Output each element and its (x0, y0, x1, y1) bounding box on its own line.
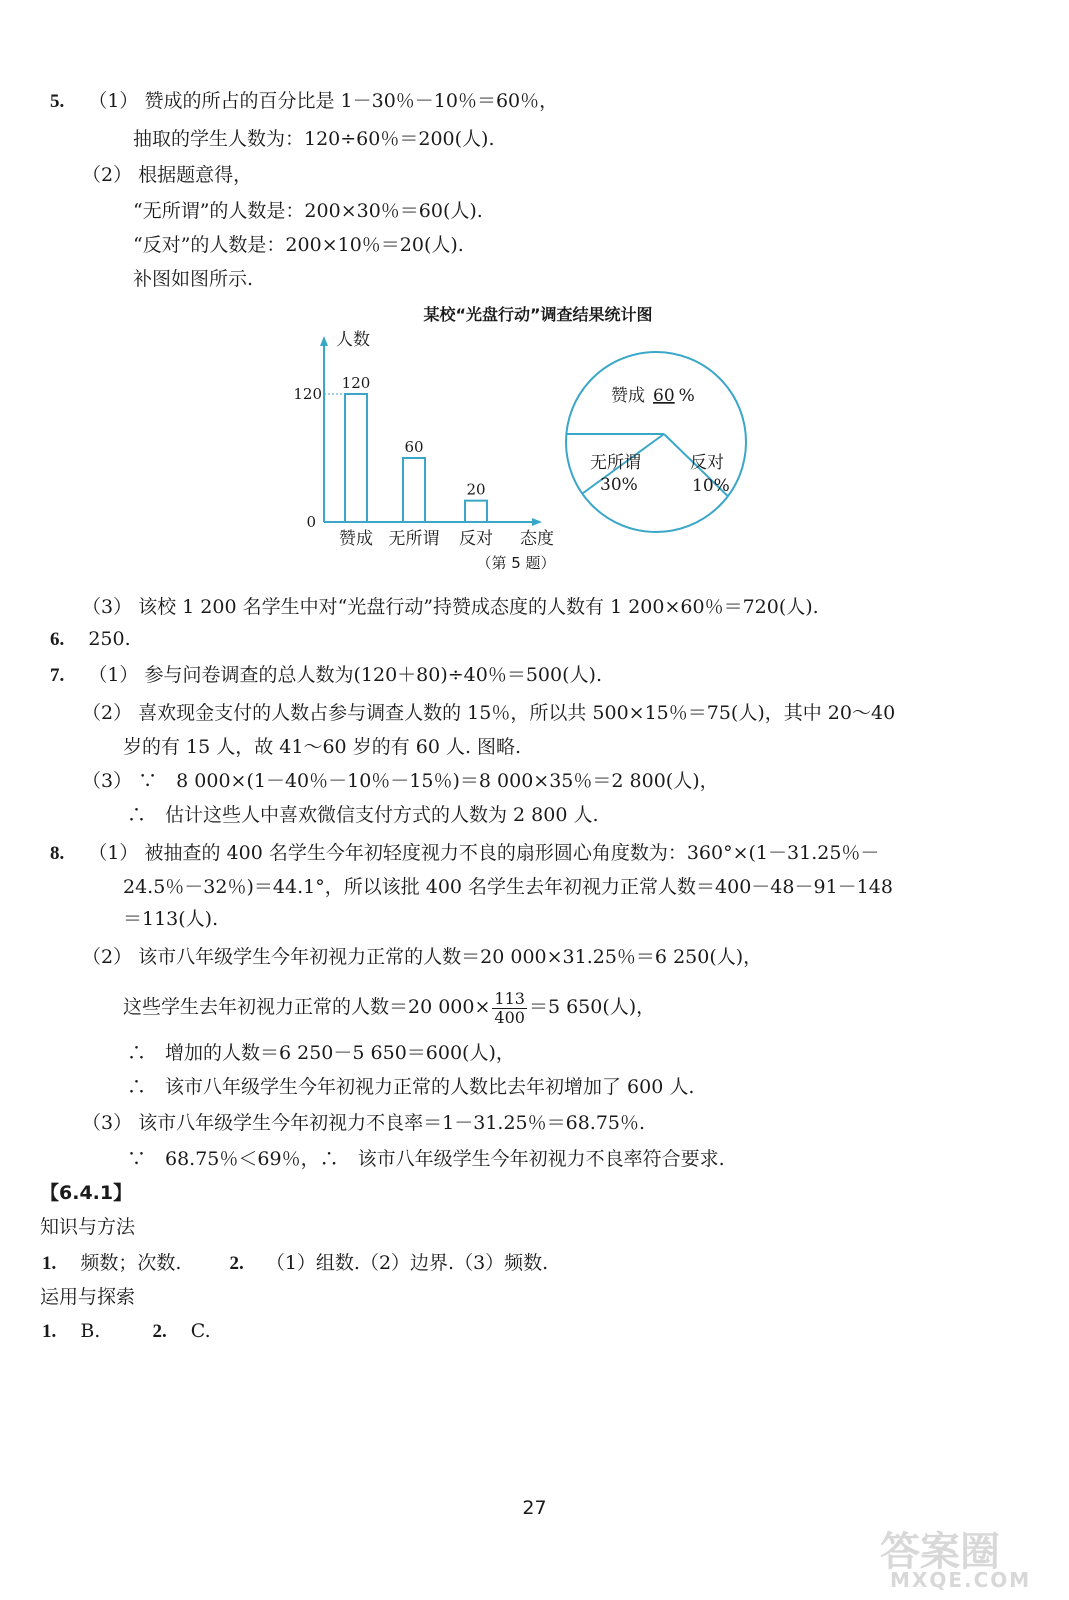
chart-title: 某校“光盘行动”调查结果统计图 (423, 305, 653, 324)
q5-part2-line3: “反对”的人数是：200×10％＝20(人). (133, 234, 464, 256)
x-axis-arrow (532, 518, 542, 526)
q8-part1-line3: ＝113(人). (123, 908, 219, 930)
q8-part2-line4: ∴ 该市八年级学生今年初视力正常的人数比去年初增加了 600 人. (127, 1076, 695, 1098)
q8-part3-line1: （3） 该市八年级学生今年初视力不良率＝1－31.25％＝68.75％. (82, 1112, 646, 1134)
pie-outline (566, 352, 746, 532)
pie-value-indifferent: 30% (600, 475, 638, 495)
category-label: 反对 (459, 529, 493, 549)
fraction: $\frac{113}{400}$ (494, 988, 525, 1027)
bar-value-label: 120 (341, 374, 371, 392)
q7-part3-line2: ∴ 估计这些人中喜欢微信支付方式的人数为 2 800 人. (127, 804, 599, 826)
q5-part2-line4: 补图如图所示. (133, 268, 254, 290)
q5-part2-line1: （2） 根据题意得， (82, 164, 253, 186)
bar-value-label: 60 (404, 438, 424, 456)
q5-part3: （3） 该校 1 200 名学生中对“光盘行动”持赞成态度的人数有 1 200×60％＝720(人). (82, 596, 819, 618)
q6-answer: 6. 250. (50, 628, 131, 650)
bar-value-label: 20 (466, 480, 486, 499)
section-heading: 【6.4.1】 (40, 1182, 133, 1204)
figure-caption: （第 5 题） (476, 554, 556, 572)
subsection-application: 运用与探索 (40, 1286, 136, 1308)
q7-part2-line1: （2） 喜欢现金支付的人数占参与调查人数的 15％，所以共 500×15％＝75(人)，其中 20～40 (82, 702, 896, 724)
q8-part3-line2: ∵ 68.75％＜69％，∴ 该市八年级学生今年初视力不良率符合要求. (127, 1148, 725, 1170)
application-answers: 1. B. 2. C. (42, 1320, 211, 1342)
pie-label-indifferent: 无所谓 (590, 453, 641, 473)
pie-label-approve: 赞成 60 % (611, 386, 695, 406)
bar-0 (345, 394, 367, 522)
category-label: 无所谓 (388, 529, 440, 549)
category-label: 赞成 (339, 529, 373, 549)
q8-part2-line1: （2） 该市八年级学生今年初视力正常的人数＝20 000×31.25％＝6 250(人)， (82, 946, 763, 968)
q8-part1-line1: 8. （1） 被抽查的 400 名学生今年初轻度视力不良的扇形圆心角度数为：360°×(1－31.25％－ (50, 842, 880, 864)
q7-part1: 7. （1） 参与问卷调查的总人数为(120＋80)÷40％＝500(人). (50, 664, 602, 686)
bar-2 (465, 501, 487, 522)
watermark-logo: 答案圈 (880, 1529, 1000, 1575)
y-tick-label: 0 (306, 513, 316, 531)
subsection-knowledge: 知识与方法 (40, 1216, 136, 1238)
pie-label-oppose: 反对 (690, 453, 724, 473)
knowledge-answers: 1. 频数；次数. 2. （1）组数.（2）边界.（3）频数. (42, 1252, 549, 1274)
bars-group (339, 374, 493, 549)
bar-1 (403, 458, 425, 522)
q5-part1-line1: 5. （1） 赞成的所占的百分比是 1－30％－10％＝60％， (50, 90, 559, 112)
q7-part2-line2: 岁的有 15 人，故 41～60 岁的有 60 人. 图略. (123, 736, 522, 758)
y-axis-arrow (320, 336, 328, 346)
pie-chart (566, 352, 746, 532)
watermark-url: MXQE.COM (890, 1568, 1032, 1592)
q7-part3-line1: （3） ∵ 8 000×(1－40％－10％－15％)＝8 000×35％＝2 800(人)， (82, 770, 719, 792)
statistics-figure (280, 300, 800, 580)
page-number: 27 (522, 1497, 547, 1519)
q8-part2-line3: ∴ 增加的人数＝6 250－5 650＝600(人)， (127, 1042, 515, 1064)
bar-chart (293, 330, 554, 549)
x-axis-label: 态度 (520, 529, 554, 549)
pie-value-oppose: 10% (692, 476, 730, 496)
q8-part2-line2: 这些学生去年初视力正常的人数＝20 000× $\frac{113}{400}$ ＝5 650(人)， (123, 988, 656, 1027)
q5-part2-line2: “无所谓”的人数是：200×30％＝60(人). (133, 200, 483, 222)
q8-part1-line2: 24.5％－32％)＝44.1°，所以该批 400 名学生去年初视力正常人数＝400－48－91－148 (123, 876, 893, 898)
y-tick-label: 120 (293, 385, 322, 403)
y-axis-label: 人数 (336, 330, 370, 350)
q5-part1-line2: 抽取的学生人数为：120÷60％＝200(人). (133, 128, 495, 150)
